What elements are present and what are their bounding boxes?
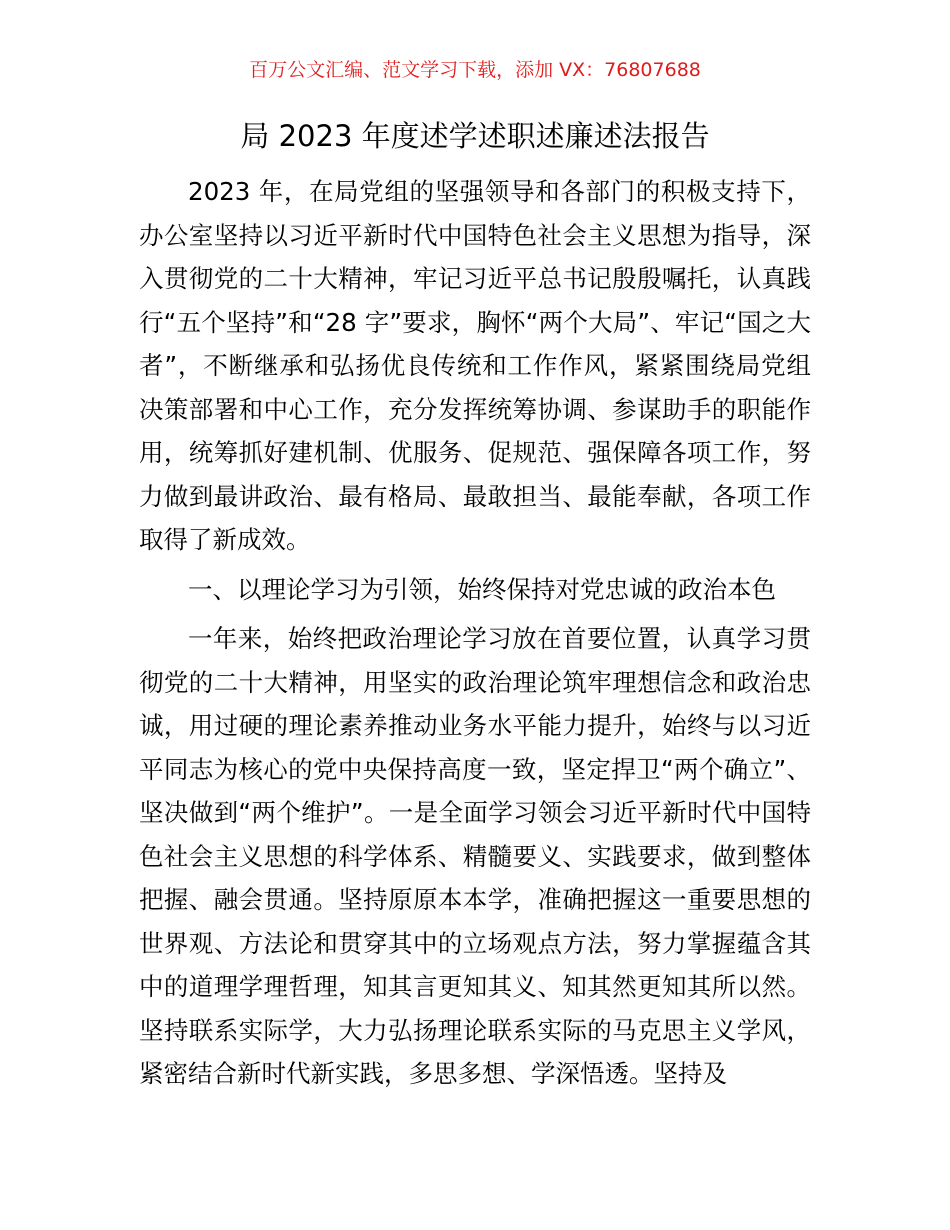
watermark-header: 百万公文汇编、范文学习下载，添加 VX：76807688	[249, 59, 701, 81]
intro-paragraph: 2023 年，在局党组的坚强领导和各部门的积极支持下，办公室坚持以习近平新时代中国特色社会主义思想为指导，深入贯彻党的二十大精神，牢记习近平总书记殷殷嘱托，认真践行“五个坚持”和“28 字”要求，胸怀“两个大局”、牢记“国之大者”，不断继承和弘扬优良传统和工作作风，紧紧围绕局党组决策部署和中心工作，充分发挥统筹协调、参谋助手的职能作用，统筹抓好建机制、优服务、促规范、强保障各项工作，努力做到最讲政治、最有格局、最敢担当、最能奉献，各项工作取得了新成效。	[139, 177, 811, 554]
document-title: 局 2023 年度述学述职述廉述法报告	[240, 119, 710, 153]
document-body	[139, 170, 811, 1102]
section-paragraph: 一年来，始终把政治理论学习放在首要位置，认真学习贯彻党的二十大精神，用坚实的政治理论筑牢理想信念和政治忠诚，用过硬的理论素养推动业务水平能力提升，始终与以习近平同志为核心的党中央保持高度一致，坚定捍卫“两个确立”、坚决做到“两个维护”。一是全面学习领会习近平新时代中国特色社会主义思想的科学体系、精髓要义、实践要求，做到整体把握、融会贯通。坚持原原本本学，准确把握这一重要思想的世界观、方法论和贯穿其中的立场观点方法，努力掌握蕴含其中的道理学理哲理，知其言更知其义、知其然更知其所以然。坚持联系实际学，大力弘扬理论联系实际的马克思主义学风，紧密结合新时代新实践，多思多想、学深悟透。坚持及	[139, 624, 811, 1088]
section-heading: 一、以理论学习为引领，始终保持对党忠诚的政治本色	[188, 574, 776, 604]
